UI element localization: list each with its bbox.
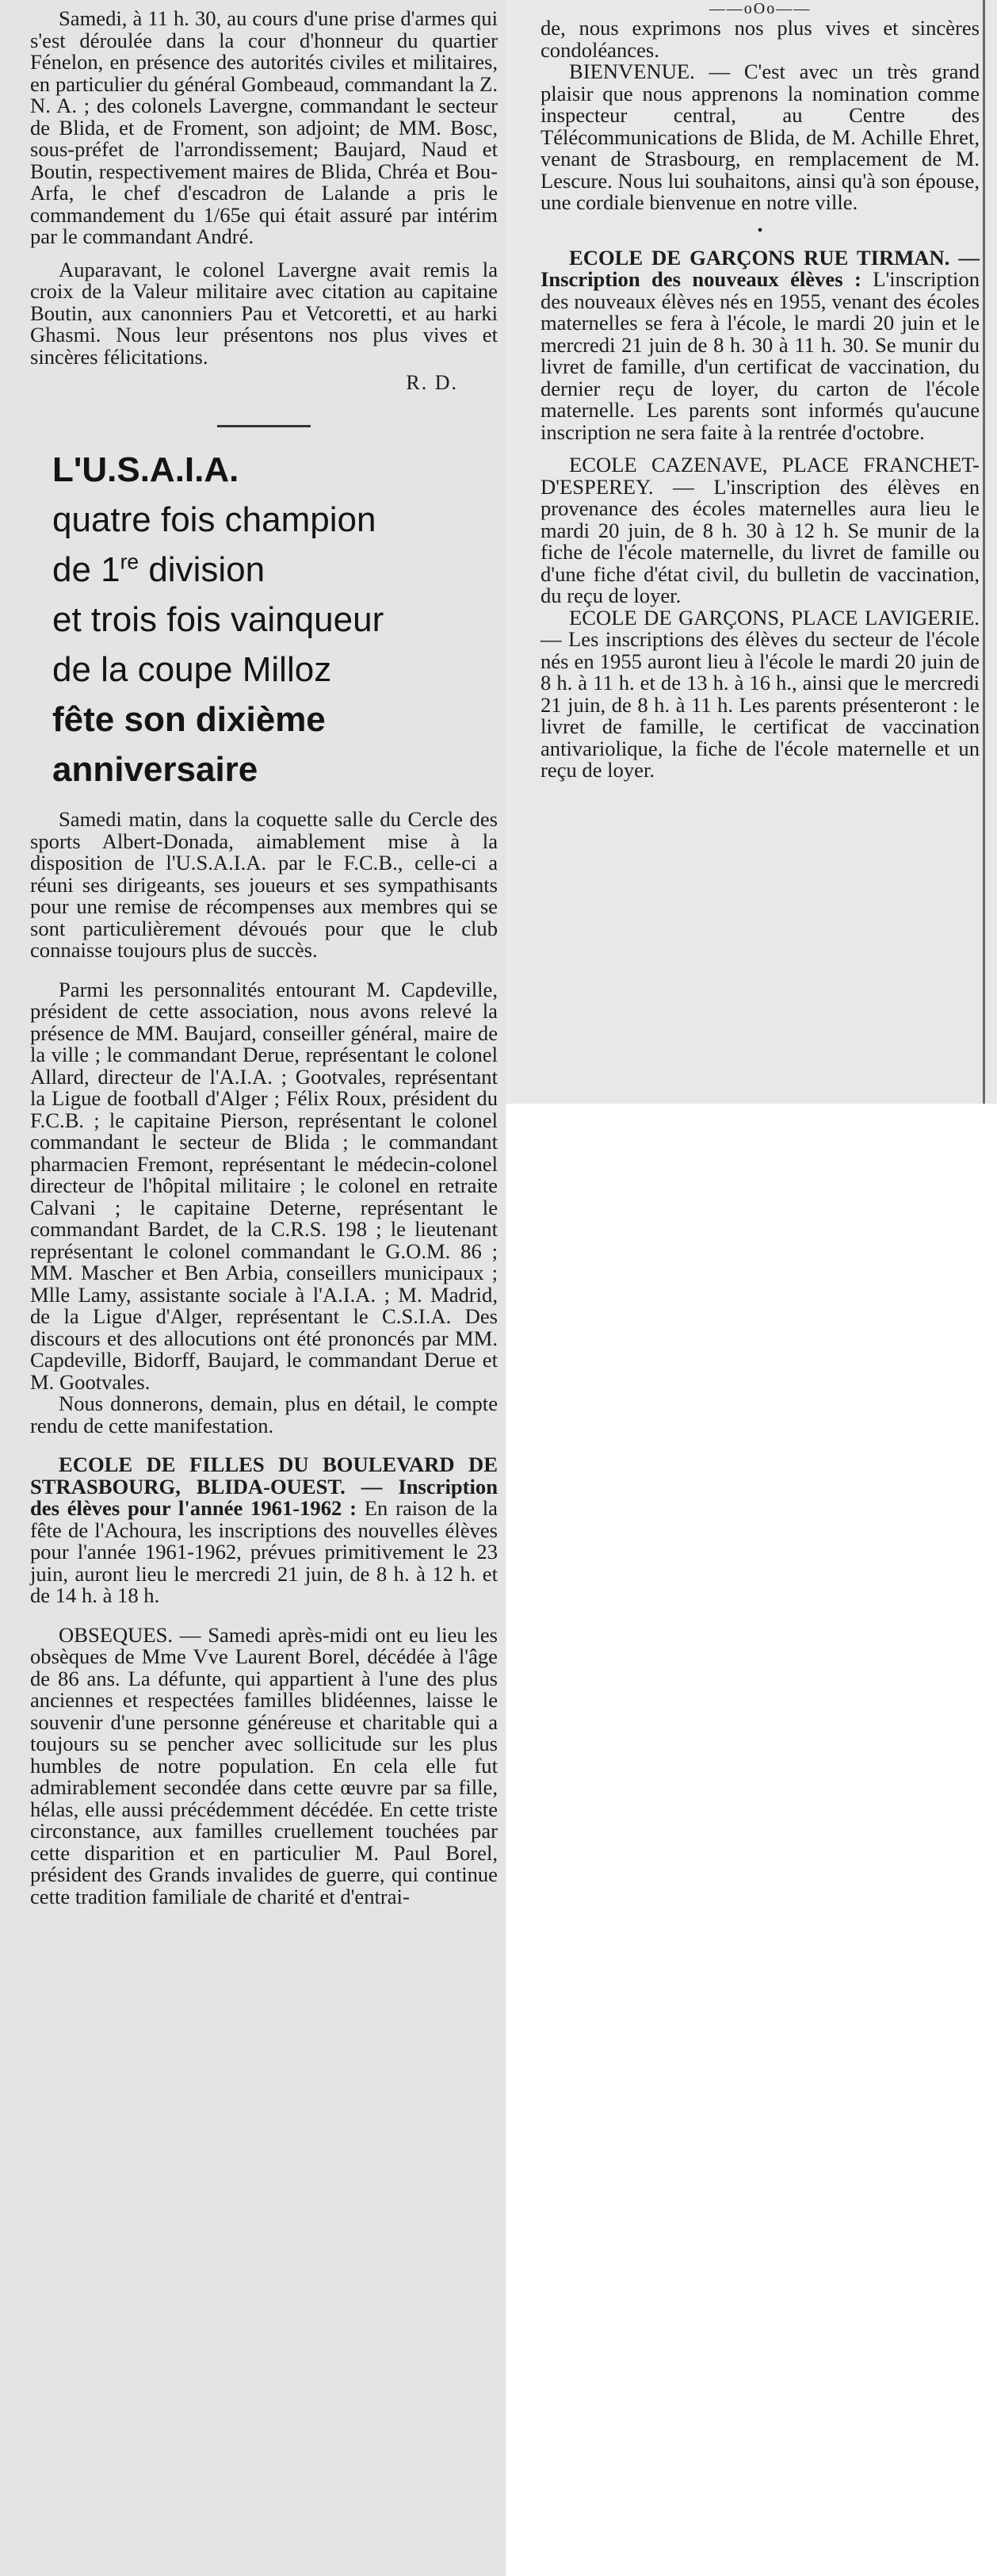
article-usaia-suite: Nous donnerons, demain, plus en détail, le compte rendu de cette manifestation. [30,1391,498,1437]
article-ecole-filles: ECOLE DE FILLES DU BOULEVARD DE STRASBOURG, BLIDA-OUEST. — Inscription des élèves pour l'année 1961-1962 : En raison de la fête de l'Achoura, les inscriptions des nouvelles élèves pour l'année 1961-1962, prévues primitivement le 23 juin, auront lieu le mercredi 21 juin, de 8 h. à 12 h. et de 14 h. à 18 h. [30,1453,498,1607]
headline-line-7: anniversaire [52,750,258,789]
article-ecole-tirman: ECOLE DE GARÇONS RUE TIRMAN. — Inscription des nouveaux élèves : L'inscription des nouveaux élèves nés en 1955, venant des écoles maternelles se fera à l'école, le mardi 20 juin et le mercredi 21 juin de 8 h. 30 à 11 h. 30. Se munir du livret de famille, d'un certificat de vaccination, du dernier reçu de loyer, du carton de l'école maternelle. Les parents sont informés qu'aucune inscription ne sera faite à la rentrée d'octobre. [541,245,980,444]
headline-line-3: de 1re division [52,549,265,589]
article-ecole-lavigerie: ECOLE DE GARÇONS, PLACE LAVIGERIE. — Les inscriptions des élèves du secteur de l'école nés en 1955 auront lieu à l'école le mardi 20 juin de 8 h. à 11 h. et de 13 h. à 16 h., ainsi que le mercredi 21 juin, de 8 h. à 11 h. Les parents présenteront : le livret de famille, le certificat de vaccination antivariolique, la fiche de l'école maternelle et un reçu de loyer. [541,605,980,782]
ornament-divider: ——oOo—— [709,0,812,17]
article-prise-d-armes: Samedi, à 11 h. 30, au cours d'une prise d'armes qui s'est déroulée dans la cour d'honneur du quartier Fénelon, en présence des autorités civiles et militaires, en particulier du général Gombeaud, commandant la Z. N. A. ; des colonels Lavergne, commandant le secteur de Blida, et de Froment, son adjoint; de MM. Bosc, sous-préfet de l'arrondissement; Baujard, Naud et Boutin, respectivement maires de Blida, Chréa et Bou-Arfa, le chef d'escadron de Lalande a pris le commandement du 1/65e qui était assuré par intérim par le commandant André. [30,6,498,248]
article-obseques: OBSEQUES. — Samedi après-midi ont eu lieu les obsèques de Mme Vve Laurent Borel, décédée à l'âge de 86 ans. La défunte, qui appartient à l'une des plus anciennes et respectées familles blidéennes, laisse le souvenir d'une personne généreuse et charitable qui a toujours su se pencher avec sollicitude sur les plus humbles de notre population. En cela elle fut admirablement secondée dans cette œuvre par sa fille, hélas, elle aussi précédemment décédée. En cette triste circonstance, aux familles cruellement touchées par cette disparition et en particulier M. Paul Borel, président des Grands invalides de guerre, qui continue cette tradition familiale de charité et d'entrai- [30,1622,498,1908]
headline-line-2: quatre fois champion [52,500,376,539]
right-column [506,0,997,1104]
separator-rule [217,425,311,427]
article-decorations: Auparavant, le colonel Lavergne avait remis la croix de la Valeur militaire avec citation au capitaine Boutin, aux canonniers Pau et Vetcoretti, et au harki Ghasmi. Nous leur présentons nos plus vives et sincères félicitations. [30,257,498,369]
signature: R. D. [406,371,458,394]
headline-line-1: L'U.S.A.I.A. [52,450,239,489]
article-bienvenue: BIENVENUE. — C'est avec un très grand plaisir que nous apprenons la nomination comme inspecteur central, au Centre des Télécommunications de Blida, de M. Achille Ehret, venant de Strasbourg, en remplacement de M. Lescure. Nous lui souhaitons, ainsi qu'à son épouse, une cordiale bienvenue en notre ville. [541,59,980,214]
article-ecole-cazenave: ECOLE CAZENAVE, PLACE FRANCHET-D'ESPEREY. — L'inscription des élèves en provenance des écoles maternelles aura lieu le mardi 20 juin, de 8 h. 30 à 12 h. Se munir de la fiche de l'école maternelle, du livret de famille ou d'une fiche d'état civil, du bulletin de vaccination, du reçu de loyer. [541,453,980,607]
article-condoleances-suite: de, nous exprimons nos plus vives et sincères condoléances. [541,16,980,62]
column-rule [983,0,985,1104]
headline-line-5: de la coupe Milloz [52,650,332,689]
headline-line-4: et trois fois vainqueur [52,600,384,639]
article-usaia-intro: Samedi matin, dans la coquette salle du Cercle des sports Albert-Donada, aimablement mise à la disposition de l'U.S.A.I.A. par le F.C.B., celle-ci a réuni ses dirigeants, ses joueurs et ses sympathisants pour une remise de récompenses aux membres qui se sont particulièrement dévoués pour que le club connaisse toujours plus de succès. [30,807,498,962]
article-usaia-personnalites: Parmi les personnalités entourant M. Capdeville, président de cette association, nous avons relevé la présence de MM. Baujard, conseiller général, maire de la ville ; le commandant Derue, représentant le colonel Allard, directeur de l'A.I.A. ; Gootvales, représentant la Ligue de football d'Alger ; Félix Roux, président du F.C.B. ; le capitaine Pierson, représentant le colonel commandant le secteur de Blida ; le commandant pharmacien Fremont, représentant le médecin-colonel directeur de l'hôpital militaire ; le colonel en retraite Calvani ; le capitaine Deterne, représentant le commandant Bardet, de la C.R.S. 198 ; le lieutenant représentant le colonel commandant le G.O.M. 86 ; MM. Mascher et Ben Arbia, conseillers municipaux ; Mlle Lamy, assistante sociale à l'A.I.A. ; M. Madrid, de la Ligue d'Alger, représentant le C.S.I.A. Des discours et des allocutions ont été prononcés par MM. Capdeville, Bidorff, Baujard, le commandant Derue et M. Gootvales. [30,977,498,1394]
headline-usaia [52,445,498,794]
bullet-divider: • [757,221,763,239]
headline-line-6: fête son dixième [52,700,326,739]
